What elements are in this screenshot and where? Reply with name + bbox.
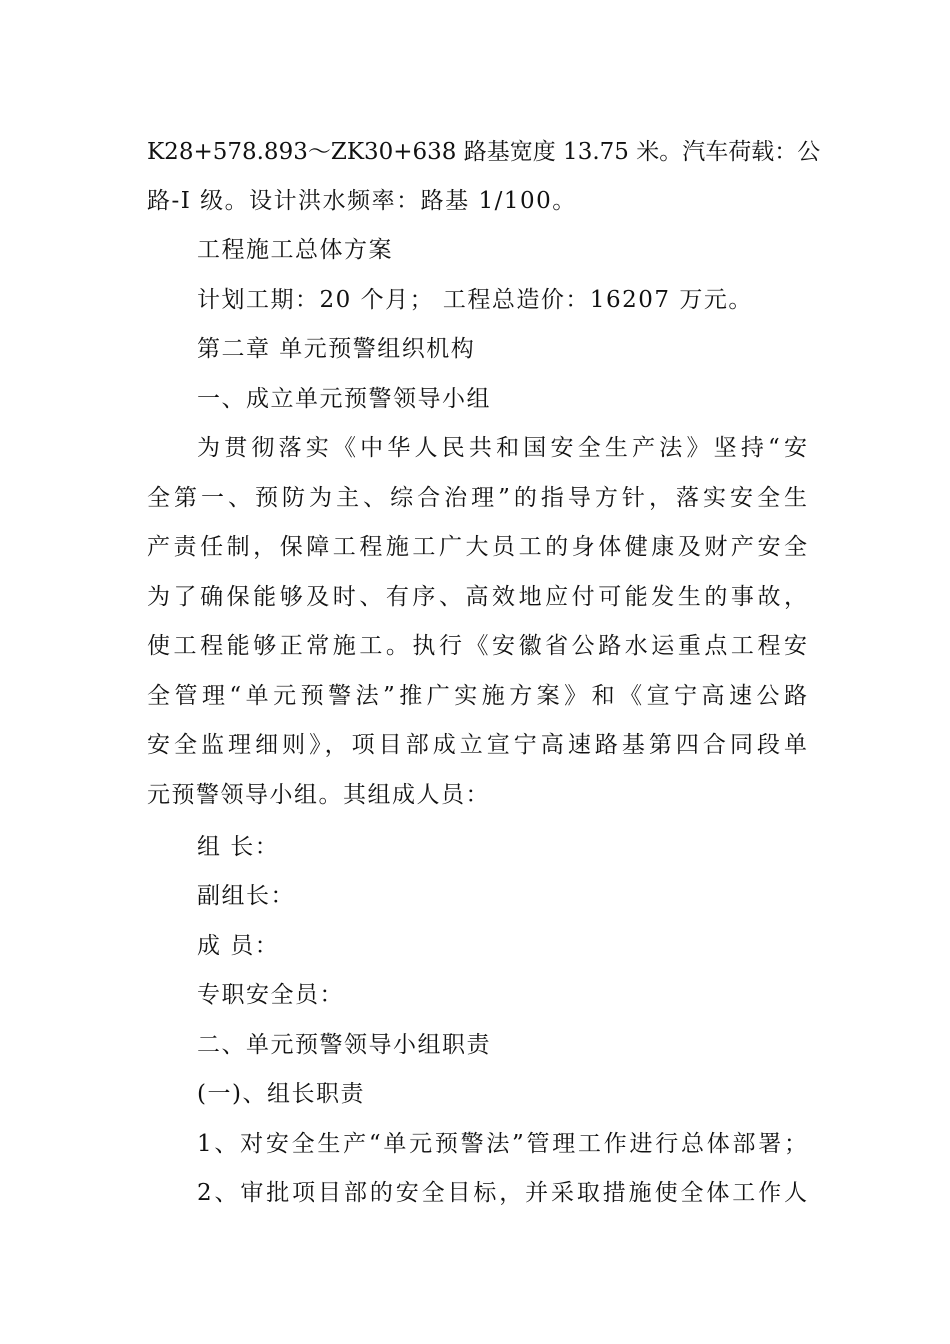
text-line: 全管理“单元预警法”推广实施方案》和《宣宁高速公路 [147,683,807,709]
text-line: K28+578.893～ZK30+638 路基宽度 13.75 米。汽车荷载：公 [147,139,821,165]
chapter-heading: 第二章 单元预警组织机构 [197,336,476,362]
text-line: 产责任制，保障工程施工广大员工的身体健康及财产安全 [147,534,807,560]
list-item: 2、审批项目部的安全目标，并采取措施使全体工作人 [197,1180,807,1206]
subsection-heading: (一)、组长职责 [197,1081,365,1107]
text-line: 为贯彻落实《中华人民共和国安全生产法》坚持“安 [197,435,807,461]
text-line: 使工程能够正常施工。执行《安徽省公路水运重点工程安 [147,633,807,659]
text-line: 专职安全员： [197,982,344,1008]
text-line: 副组长： [197,883,295,909]
text-line: 组 长： [197,834,280,860]
text-line: 安全监理细则》，项目部成立宣宁高速路基第四合同段单 [147,732,807,758]
text-line: 计划工期：20 个月； 工程总造价：16207 万元。 [197,287,753,313]
section-heading: 一、成立单元预警领导小组 [197,386,491,412]
text-line: 元预警领导小组。其组成人员： [147,782,490,808]
section-heading: 二、单元预警领导小组职责 [197,1032,491,1058]
section-heading: 工程施工总体方案 [197,237,393,263]
text-line: 成 员： [197,933,280,959]
text-line: 路-I 级。设计洪水频率：路基 1/100。 [147,188,577,214]
text-line: 全第一、预防为主、综合治理”的指导方针，落实安全生 [147,485,807,511]
list-item: 1、对安全生产“单元预警法”管理工作进行总体部署； [197,1131,807,1157]
text-line: 为了确保能够及时、有序、高效地应付可能发生的事故， [147,584,807,610]
